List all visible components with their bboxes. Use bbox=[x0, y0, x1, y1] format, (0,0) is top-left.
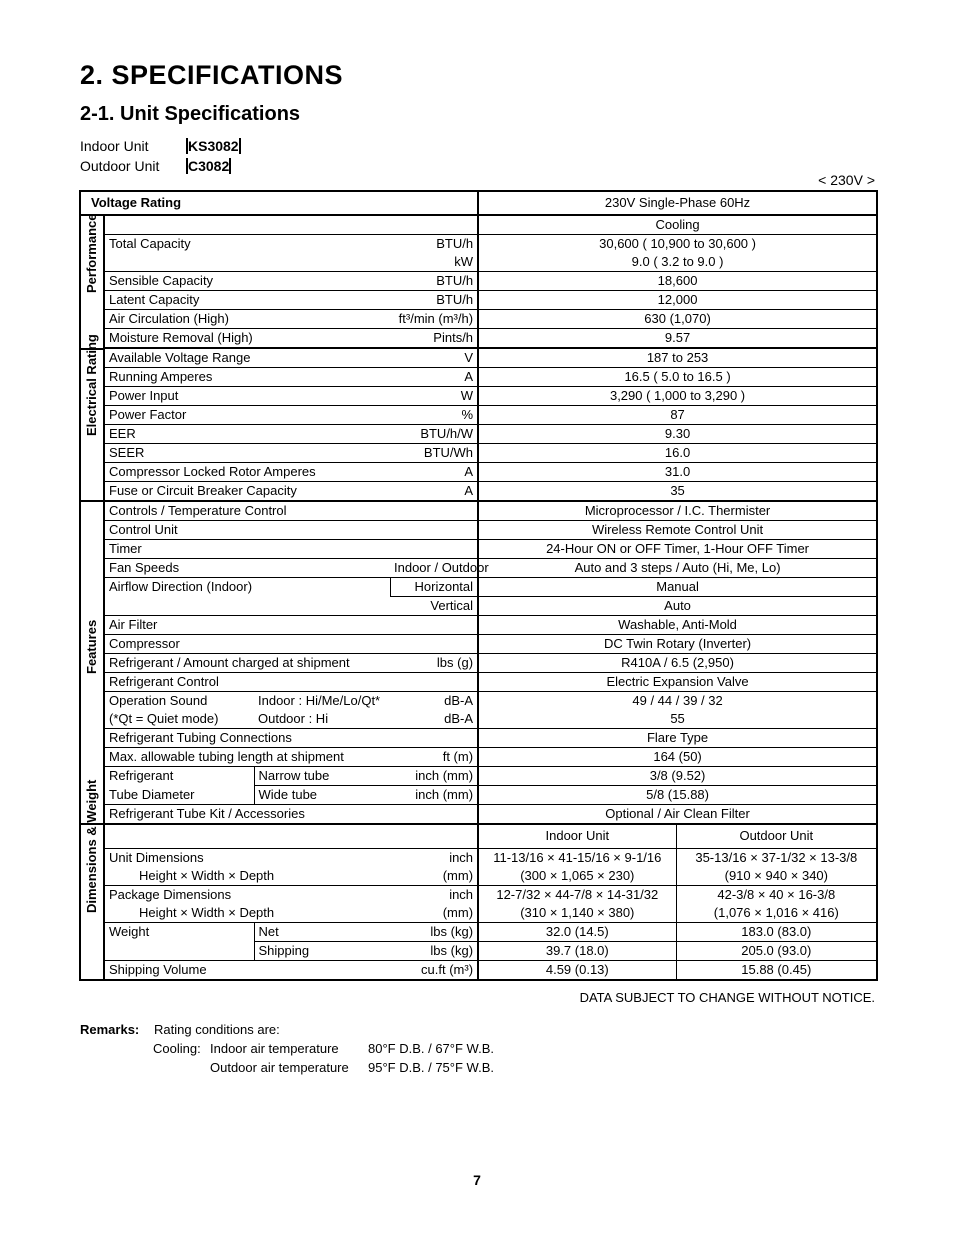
spec-value: Auto and 3 steps / Auto (Hi, Me, Lo) bbox=[478, 559, 877, 578]
spec-unit: dB-A bbox=[444, 693, 474, 708]
spec-unit: A bbox=[390, 463, 478, 482]
spec-label: Shipping Volume bbox=[109, 961, 207, 977]
voltage-tag: < 230V > bbox=[818, 172, 875, 188]
spec-value: 187 to 253 bbox=[478, 349, 877, 368]
page-title: 2. SPECIFICATIONS bbox=[80, 60, 344, 90]
spec-unit: cu.ft (m³) bbox=[421, 961, 474, 977]
spec-value-outdoor: 35-13/16 × 37-1/32 × 13-3/8 bbox=[676, 848, 877, 867]
spec-sublabel: Indoor : Hi/Me/Lo/Qt* bbox=[258, 693, 381, 708]
spec-value-outdoor: 42-3/8 × 40 × 16-3/8 bbox=[676, 885, 877, 904]
category-features bbox=[80, 501, 104, 824]
spec-value: 16.0 bbox=[478, 444, 877, 463]
spec-label: Height × Width × Depth bbox=[104, 904, 390, 923]
remarks-outdoor-label: Outdoor air temperature bbox=[210, 1060, 349, 1075]
spec-unit: (mm) bbox=[390, 904, 478, 923]
spec-label: Sensible Capacity bbox=[104, 272, 390, 291]
spec-label: Air Circulation (High) bbox=[104, 310, 390, 329]
spec-value: 18,600 bbox=[478, 272, 877, 291]
spec-value: 35 bbox=[478, 482, 877, 502]
spec-value: 3/8 (9.52) bbox=[478, 767, 877, 786]
spec-value: Auto bbox=[478, 597, 877, 616]
spec-value: Washable, Anti-Mold bbox=[478, 616, 877, 635]
spec-value-indoor: (300 × 1,065 × 230) bbox=[478, 867, 676, 886]
spec-value: 16.5 ( 5.0 to 16.5 ) bbox=[478, 368, 877, 387]
spec-label: Height × Width × Depth bbox=[104, 867, 390, 886]
indoor-unit-model: KS3082 bbox=[188, 138, 239, 154]
outdoor-unit-model: C3082 bbox=[188, 158, 230, 174]
spec-value: 87 bbox=[478, 406, 877, 425]
spec-unit: Pints/h bbox=[433, 330, 474, 345]
spec-sublabel: Wide tube bbox=[254, 786, 390, 805]
spec-value-outdoor: 205.0 (93.0) bbox=[676, 941, 877, 960]
spec-unit: BTU/h bbox=[390, 272, 478, 291]
spec-label: Weight bbox=[109, 923, 150, 939]
spec-label: Latent Capacity bbox=[104, 291, 390, 310]
col-outdoor-header: Outdoor Unit bbox=[676, 824, 877, 848]
spec-sublabel: Narrow tube bbox=[254, 767, 390, 786]
page-number: 7 bbox=[473, 1172, 481, 1188]
spec-label: SEER bbox=[104, 444, 390, 463]
spec-unit: BTU/Wh bbox=[390, 444, 478, 463]
spec-label: Refrigerant Tubing Connections bbox=[104, 729, 478, 748]
spec-unit: lbs (kg) bbox=[390, 922, 478, 941]
spec-value: Wireless Remote Control Unit bbox=[478, 521, 877, 540]
spec-label: Refrigerant / Amount charged at shipment bbox=[104, 654, 390, 673]
spec-value: Microprocessor / I.C. Thermister bbox=[478, 501, 877, 521]
indoor-unit-line bbox=[80, 138, 241, 154]
remarks-outdoor-value: 95°F D.B. / 75°F W.B. bbox=[368, 1060, 494, 1075]
spec-label: Compressor Locked Rotor Amperes bbox=[104, 463, 390, 482]
spec-label: Fan Speeds bbox=[104, 559, 390, 578]
spec-label: Power Input bbox=[104, 387, 390, 406]
category-dimensions bbox=[80, 779, 104, 980]
spec-unit: kW bbox=[390, 253, 478, 272]
spec-sublabel: Shipping bbox=[254, 941, 390, 960]
remarks-indoor-label: Indoor air temperature bbox=[210, 1041, 339, 1056]
spec-unit: lbs (g) bbox=[390, 654, 478, 673]
spec-label: Controls / Temperature Control bbox=[104, 501, 478, 521]
spec-label: EER bbox=[104, 425, 390, 444]
spec-unit: BTU/h bbox=[436, 236, 474, 251]
spec-label: Refrigerant Control bbox=[104, 673, 478, 692]
remarks-intro: Rating conditions are: bbox=[154, 1022, 280, 1037]
outdoor-unit-label: Outdoor Unit bbox=[80, 158, 160, 174]
spec-unit: BTU/h/W bbox=[390, 425, 478, 444]
spec-value: Flare Type bbox=[478, 729, 877, 748]
spec-value: 630 (1,070) bbox=[478, 310, 877, 329]
spec-unit: Indoor / Outdoor bbox=[390, 559, 478, 578]
spec-value-outdoor: 183.0 (83.0) bbox=[676, 922, 877, 941]
spec-value: 9.30 bbox=[478, 425, 877, 444]
category-electrical-label: Electrical Rating bbox=[84, 334, 99, 436]
spec-label: Power Factor bbox=[104, 406, 390, 425]
notice-text: DATA SUBJECT TO CHANGE WITHOUT NOTICE. bbox=[579, 990, 875, 1005]
spec-label: Unit Dimensions bbox=[109, 849, 204, 865]
spec-unit: % bbox=[390, 406, 478, 425]
spec-unit: V bbox=[390, 349, 478, 368]
spec-label: Max. allowable tubing length at shipment bbox=[104, 748, 390, 767]
spec-value-indoor: (310 × 1,140 × 380) bbox=[478, 904, 676, 923]
spec-value: Optional / Air Clean Filter bbox=[478, 805, 877, 825]
spec-value-outdoor: (910 × 940 × 340) bbox=[676, 867, 877, 886]
spec-label: Refrigerant Tube Kit / Accessories bbox=[109, 806, 305, 821]
spec-value-indoor: 4.59 (0.13) bbox=[478, 960, 676, 980]
spec-label: Package Dimensions bbox=[109, 886, 232, 902]
spec-value-outdoor: 15.88 (0.45) bbox=[676, 960, 877, 980]
section-title: 2-1. Unit Specifications bbox=[80, 103, 301, 125]
spec-table bbox=[79, 190, 878, 981]
spec-label: Compressor bbox=[104, 635, 478, 654]
spec-unit: inch bbox=[449, 849, 474, 865]
spec-unit: Vertical bbox=[390, 597, 478, 616]
spec-unit: A bbox=[390, 368, 478, 387]
spec-value-indoor: 12-7/32 × 44-7/8 × 14-31/32 bbox=[478, 885, 676, 904]
spec-value-indoor: 32.0 (14.5) bbox=[478, 922, 676, 941]
spec-label: Air Filter bbox=[104, 616, 478, 635]
col-indoor-header: Indoor Unit bbox=[478, 824, 676, 848]
spec-value: 9.57 bbox=[478, 329, 877, 349]
voltage-rating-label: Voltage Rating bbox=[80, 191, 478, 215]
spec-unit: Horizontal bbox=[390, 578, 478, 597]
remarks-indoor-value: 80°F D.B. / 67°F W.B. bbox=[368, 1041, 494, 1056]
spec-unit: lbs (kg) bbox=[390, 941, 478, 960]
spec-label: Fuse or Circuit Breaker Capacity bbox=[109, 483, 297, 498]
spec-value-indoor: 39.7 (18.0) bbox=[478, 941, 676, 960]
spec-sublabel: Net bbox=[254, 922, 390, 941]
spec-value: 55 bbox=[478, 710, 877, 729]
spec-value-outdoor: (1,076 × 1,016 × 416) bbox=[676, 904, 877, 923]
spec-unit: inch bbox=[449, 886, 474, 902]
spec-unit: inch (mm) bbox=[390, 786, 478, 805]
spec-label: Control Unit bbox=[104, 521, 478, 540]
category-performance bbox=[80, 215, 104, 349]
spec-label: Operation Sound bbox=[109, 693, 208, 708]
outdoor-unit-line bbox=[80, 158, 231, 174]
category-performance-label: Performance bbox=[84, 213, 99, 293]
spec-value: Electric Expansion Valve bbox=[478, 673, 877, 692]
spec-value: 5/8 (15.88) bbox=[478, 786, 877, 805]
spec-value: DC Twin Rotary (Inverter) bbox=[478, 635, 877, 654]
spec-value: 9.0 ( 3.2 to 9.0 ) bbox=[478, 253, 877, 272]
spec-label: Refrigerant bbox=[109, 768, 174, 784]
category-features-label: Features bbox=[84, 619, 99, 674]
spec-value: 31.0 bbox=[478, 463, 877, 482]
spec-sublabel: Outdoor : Hi bbox=[254, 710, 390, 729]
spec-value-indoor: 11-13/16 × 41-15/16 × 9-1/16 bbox=[478, 848, 676, 867]
spec-unit: A bbox=[464, 483, 474, 498]
spec-label: Moisture Removal (High) bbox=[109, 330, 253, 345]
spec-label: Timer bbox=[104, 540, 478, 559]
spec-value: 30,600 ( 10,900 to 30,600 ) bbox=[478, 235, 877, 254]
spec-label: Tube Diameter bbox=[104, 786, 254, 805]
mode-header: Cooling bbox=[478, 215, 877, 235]
spec-value: Manual bbox=[478, 578, 877, 597]
spec-unit: ft (m) bbox=[390, 748, 478, 767]
spec-label: Airflow Direction (Indoor) bbox=[109, 579, 253, 595]
spec-value: 24-Hour ON or OFF Timer, 1-Hour OFF Timer bbox=[478, 540, 877, 559]
remarks-label: Remarks: bbox=[80, 1022, 140, 1037]
spec-unit: (mm) bbox=[390, 867, 478, 886]
spec-unit: ft³/min (m³/h) bbox=[390, 310, 478, 329]
spec-unit: inch (mm) bbox=[390, 767, 478, 786]
voltage-rating-value: 230V Single-Phase 60Hz bbox=[478, 191, 877, 215]
category-dimensions-label: Dimensions & Weight bbox=[84, 779, 99, 913]
spec-value: 12,000 bbox=[478, 291, 877, 310]
spec-label: Total Capacity bbox=[109, 236, 191, 251]
spec-value: 49 / 44 / 39 / 32 bbox=[478, 692, 877, 711]
indoor-unit-label: Indoor Unit bbox=[80, 138, 149, 154]
remarks-cooling-label: Cooling: bbox=[153, 1041, 201, 1056]
spec-value: 164 (50) bbox=[478, 748, 877, 767]
spec-unit: BTU/h bbox=[390, 291, 478, 310]
spec-unit: W bbox=[390, 387, 478, 406]
spec-value: 3,290 ( 1,000 to 3,290 ) bbox=[478, 387, 877, 406]
spec-value: R410A / 6.5 (2,950) bbox=[478, 654, 877, 673]
spec-label: Available Voltage Range bbox=[104, 349, 390, 368]
spec-unit: dB-A bbox=[390, 710, 478, 729]
spec-label: Running Amperes bbox=[104, 368, 390, 387]
category-electrical bbox=[80, 334, 104, 501]
spec-label: (*Qt = Quiet mode) bbox=[104, 710, 254, 729]
